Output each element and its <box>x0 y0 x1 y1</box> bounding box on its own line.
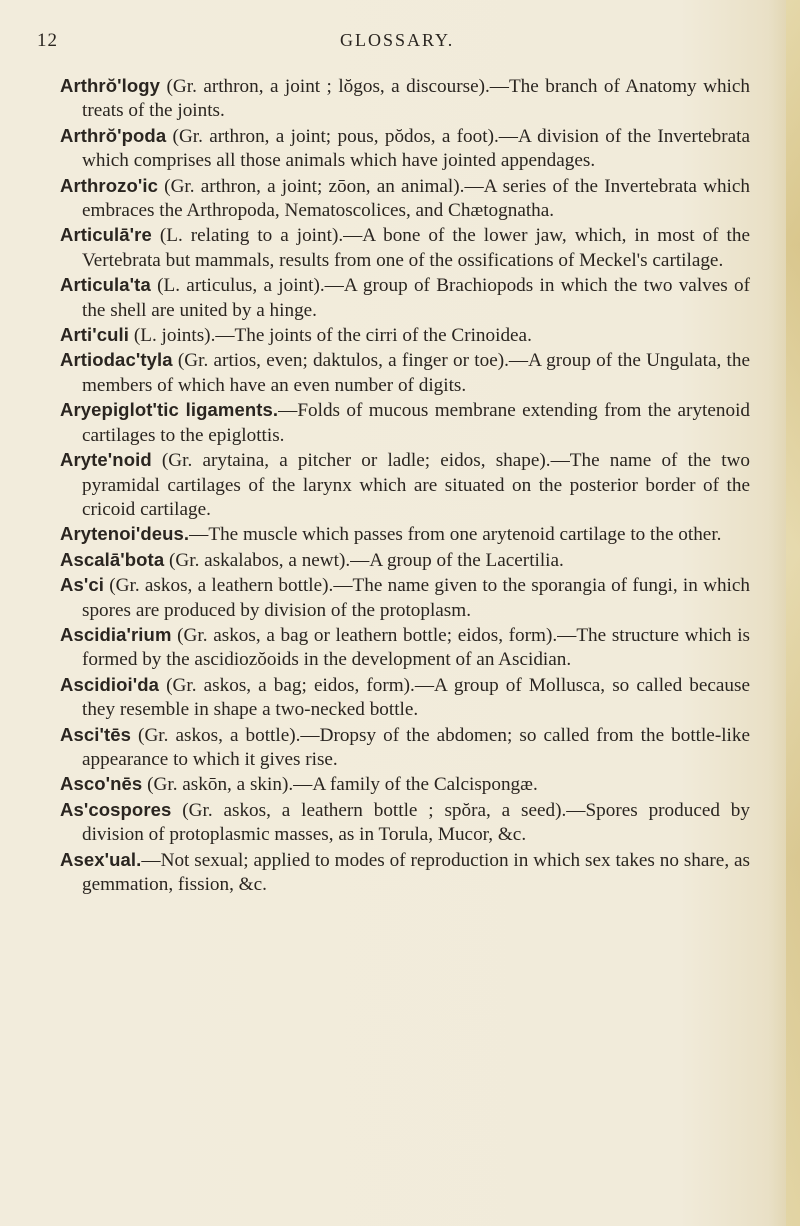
glossary-entries <box>60 74 750 897</box>
entry-definition: (Gr. arthron, a joint ; lŏgos, a discourse).—The branch of Anatomy which treats of the joints. <box>82 76 750 122</box>
glossary-entry <box>60 74 750 124</box>
entry-definition: (Gr. artios, even; daktulos, a finger or toe).—A group of the Ungulata, the members of which have an even number of digits. <box>82 350 750 396</box>
entry-definition: (L. articulus, a joint).—A group of Brachiopods in which the two valves of the shell are united by a hinge. <box>82 275 750 321</box>
entry-headword: Aryepiglot'tic ligaments. <box>60 399 279 421</box>
entry-definition: (Gr. askōn, a skin).—A family of the Calcispongæ. <box>142 774 538 796</box>
glossary-entry <box>60 673 750 723</box>
glossary-entry <box>60 124 750 174</box>
entry-headword: As'cospores <box>60 798 172 820</box>
glossary-entry <box>60 448 750 522</box>
entry-headword: Artiodac'tyla <box>60 349 173 371</box>
entry-headword: Asco'nēs <box>60 773 143 795</box>
entry-headword: Arytenoi'deus. <box>60 523 190 545</box>
glossary-entry <box>60 273 750 323</box>
page-header <box>35 30 685 60</box>
entry-headword: Ascalā'bota <box>60 548 165 570</box>
entry-headword: Articulā're <box>60 224 152 246</box>
glossary-entry <box>60 573 750 623</box>
entry-definition: (L. relating to a joint).—A bone of the lower jaw, which, in most of the Vertebrata but mammals, results from one of the ossifications of Meckel's cartilage. <box>82 225 750 271</box>
glossary-entry <box>60 522 750 547</box>
entry-headword: Articula'ta <box>60 274 151 296</box>
entry-headword: Asci'tēs <box>60 723 132 745</box>
entry-definition: (Gr. askos, a bag or leathern bottle; eidos, form).—The structure which is formed by the ascidiozŏoids in the development of an Ascidian. <box>82 624 750 671</box>
entry-headword: Ascidia'rium <box>60 623 172 645</box>
entry-headword: Ascidioi'da <box>60 673 160 695</box>
entry-headword: Asex'ual. <box>60 848 142 870</box>
entry-definition: (Gr. arthron, a joint; zōon, an animal).—A series of the Invertebrata which embraces the Arthropoda, Nematoscolices, and Chætognatha. <box>82 175 750 222</box>
entry-definition: —Not sexual; applied to modes of reproduction in which sex takes no share, as gemmation, fission, &c. <box>82 849 750 895</box>
glossary-entry <box>60 323 750 348</box>
entry-headword: Arthrozo'ic <box>60 174 158 196</box>
entry-definition: (Gr. askos, a bottle).—Dropsy of the abdomen; so called from the bottle-like appearance to which it gives rise. <box>82 724 750 770</box>
entry-definition: (L. joints).—The joints of the cirri of the Crinoidea. <box>129 325 532 347</box>
entry-definition: (Gr. askos, a bag; eidos, form).—A group of Mollusca, so called because they resemble in shape a two-necked bottle. <box>82 674 750 721</box>
glossary-entry <box>60 174 750 224</box>
entry-headword: Aryte'noid <box>60 449 152 471</box>
glossary-entry <box>60 848 750 898</box>
entry-headword: Arti'culi <box>60 324 130 346</box>
running-head: GLOSSARY. <box>340 30 455 50</box>
glossary-entry <box>60 772 750 797</box>
entry-definition: (Gr. askos, a leathern bottle ; spŏra, a seed).—Spores produced by division of protoplasmic masses, as in Torula, Mucor, &c. <box>82 799 750 846</box>
entry-headword: Arthrŏ'poda <box>60 124 167 146</box>
glossary-entry <box>60 398 750 448</box>
entry-headword: Arthrŏ'logy <box>60 75 161 96</box>
entry-definition: (Gr. arthron, a joint; pous, pŏdos, a foot).—A division of the Invertebrata which comprises all those animals which have jointed appendages. <box>82 125 750 172</box>
glossary-entry <box>60 723 750 773</box>
glossary-entry <box>60 798 750 848</box>
glossary-entry <box>60 623 750 673</box>
glossary-entry <box>60 548 750 573</box>
glossary-entry <box>60 223 750 273</box>
entry-definition: —The muscle which passes from one arytenoid cartilage to the other. <box>189 524 722 546</box>
entry-definition: (Gr. arytaina, a pitcher or ladle; eidos, shape).—The name of the two pyramidal cartilages of the larynx which are situated on the posterior border of the cricoid cartilage. <box>82 450 750 520</box>
entry-headword: As'ci <box>60 574 104 596</box>
entry-definition: (Gr. askalabos, a newt).—A group of the Lacertilia. <box>164 549 564 571</box>
page-edge <box>786 0 800 1226</box>
page-number: 12 <box>37 30 58 51</box>
entry-definition: —Folds of mucous membrane extending from the arytenoid cartilages to the epiglottis. <box>82 400 750 446</box>
entry-definition: (Gr. askos, a leathern bottle).—The name given to the sporangia of fungi, in which spores are produced by division of the protoplasm. <box>82 575 750 621</box>
glossary-entry <box>60 348 750 398</box>
